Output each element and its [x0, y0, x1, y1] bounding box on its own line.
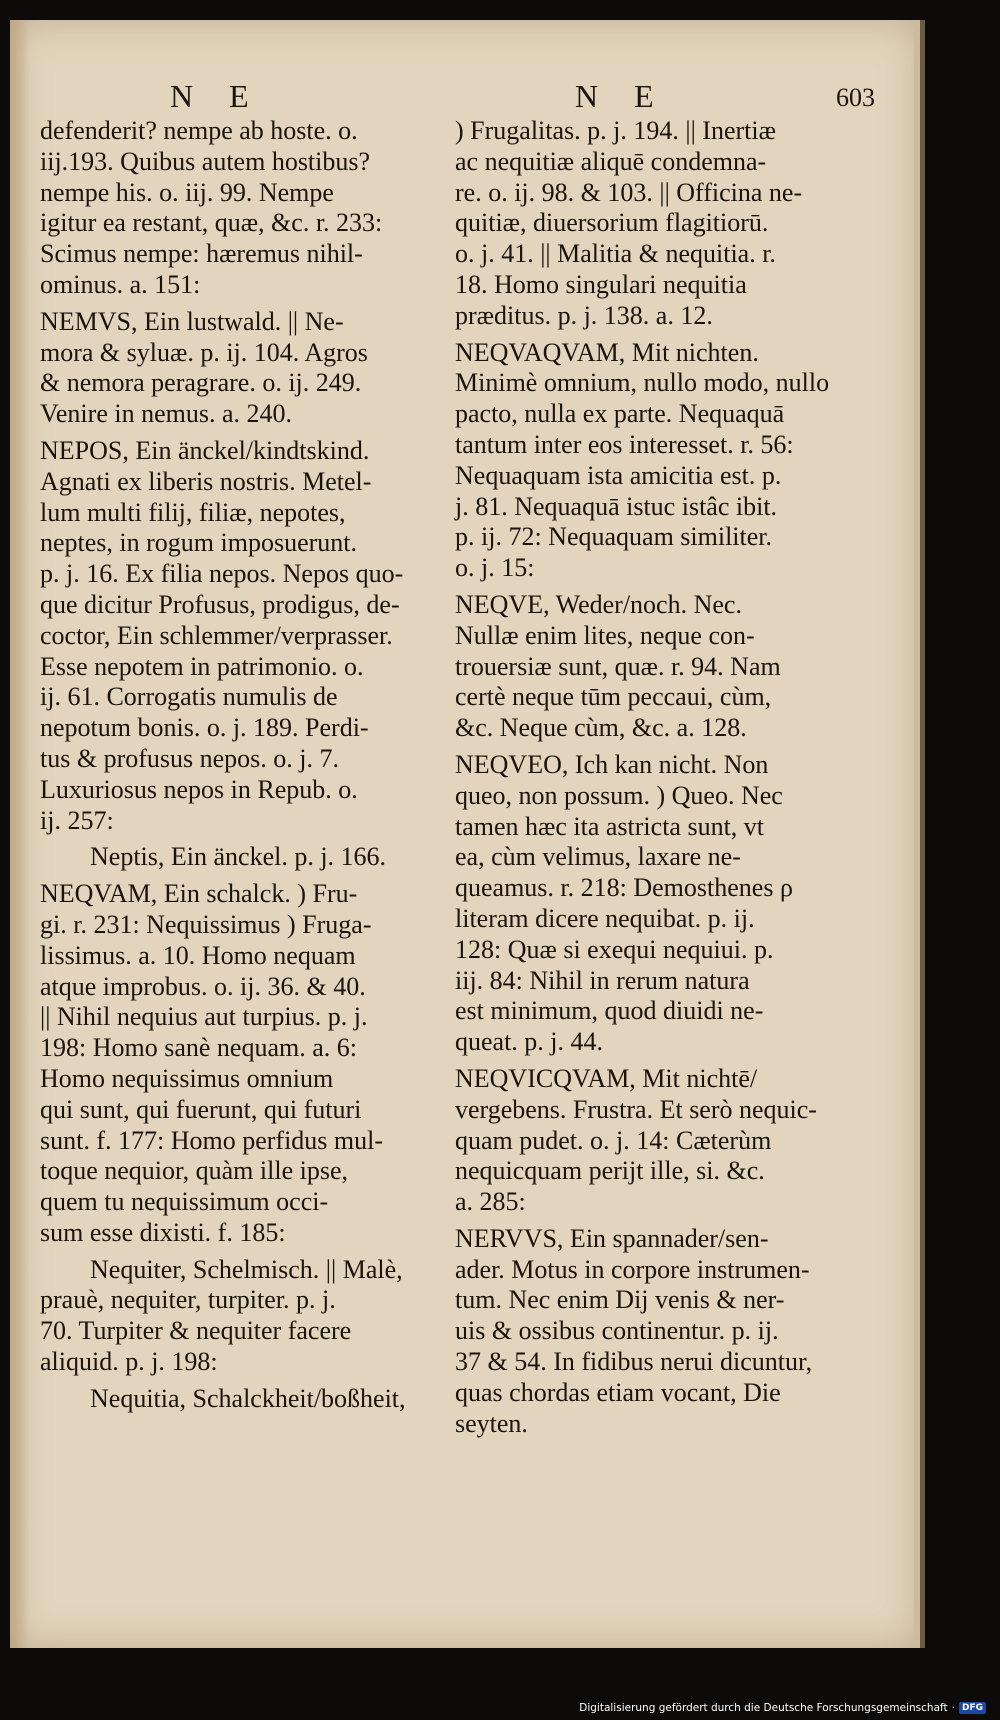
text-line: tus & profusus nepos. o. j. 7.	[40, 743, 339, 773]
text-line: NEPOS, Ein änckel/kindtskind.	[40, 435, 370, 465]
text-line: 37 & 54. In fidibus nerui dicuntur,	[455, 1347, 813, 1377]
right-column-text	[455, 116, 875, 1439]
text-line: seyten.	[455, 1408, 528, 1438]
text-line: ader. Motus in corpore instrumen-	[455, 1254, 810, 1284]
text-line: Nequaquam ista amicitia est. p.	[455, 460, 782, 490]
text-line: Venire in nemus. a. 240.	[40, 399, 293, 429]
text-line: toque nequior, quàm ille ipse,	[40, 1156, 349, 1186]
text-line: NEQVICQVAM, Mit nichtē/	[455, 1063, 758, 1093]
text-line: 18. Homo singulari nequitia	[455, 269, 747, 299]
text-line: literam dicere nequibat. p. ij.	[455, 903, 755, 933]
text-line: NEQVEO, Ich kan nicht. Non	[455, 749, 769, 779]
text-line: lissimus. a. 10. Homo nequam	[40, 940, 356, 970]
text-line: 70. Turpiter & nequiter facere	[40, 1316, 352, 1346]
text-line: Nullæ enim lites, neque con-	[455, 620, 755, 650]
text-line: NERVVS, Ein spannader/sen-	[455, 1223, 769, 1253]
dfg-logo: DFG	[959, 1702, 986, 1714]
text-line: 198: Homo sanè nequam. a. 6:	[40, 1033, 357, 1063]
text-line: quitiæ, diuersorium flagitiorū.	[455, 208, 769, 238]
text-line: coctor, Ein schlemmer/verprasser.	[40, 620, 393, 650]
text-line: qui sunt, qui fuerunt, qui futuri	[40, 1094, 362, 1124]
text-line: uis & ossibus continentur. p. ij.	[455, 1316, 779, 1346]
text-line: quas chordas etiam vocant, Die	[455, 1377, 781, 1407]
text-line: iij. 84: Nihil in rerum natura	[455, 965, 750, 995]
text-line: ij. 61. Corrogatis numulis de	[40, 682, 338, 712]
text-line: o. j. 15:	[455, 553, 535, 583]
text-line: p. ij. 72: Nequaquam similiter.	[455, 522, 773, 552]
page-number: 603	[836, 83, 875, 112]
book-page	[10, 20, 925, 1648]
text-line: lum multi filij, filiæ, nepotes,	[40, 497, 346, 527]
text-line: || Nihil nequius aut turpius. p. j.	[40, 1002, 368, 1032]
text-line: Nequitia, Schalckheit/boßheit,	[90, 1383, 406, 1413]
text-line: est minimum, quod diuidi ne-	[455, 996, 764, 1026]
text-line: vergebens. Frustra. Et serò nequic-	[455, 1094, 817, 1124]
text-line: aliquid. p. j. 198:	[40, 1347, 218, 1377]
text-line: NEQVAM, Ein schalck. ) Fru-	[40, 879, 358, 909]
text-line: NEQVAQVAM, Mit nichten.	[455, 337, 759, 367]
text-line: ominus. a. 151:	[40, 269, 201, 299]
text-line: neptes, in rogum imposuerunt.	[40, 528, 358, 558]
text-line: igitur ea restant, quæ, &c. r. 233:	[40, 208, 383, 238]
text-line: trouersiæ sunt, quæ. r. 94. Nam	[455, 651, 781, 681]
text-line: p. j. 16. Ex filia nepos. Nepos quo-	[40, 559, 404, 589]
text-line: sunt. f. 177: Homo perfidus mul-	[40, 1125, 384, 1155]
right-header-letters: N E	[575, 78, 668, 114]
left-column-text	[40, 116, 460, 1415]
text-line: Esse nepotem in patrimonio. o.	[40, 651, 364, 681]
text-line: ) Frugalitas. p. j. 194. || Inertiæ	[455, 116, 776, 145]
left-column	[40, 78, 460, 1415]
text-line: gi. r. 231: Nequissimus ) Fruga-	[40, 909, 372, 939]
text-line: quem tu nequissimum occi-	[40, 1187, 329, 1217]
text-line: Neptis, Ein änckel. p. j. 166.	[90, 842, 387, 872]
text-line: præditus. p. j. 138. a. 12.	[455, 300, 713, 330]
page-spine-shadow	[10, 20, 30, 1648]
text-line: Minimè omnium, nullo modo, nullo	[455, 368, 830, 398]
digitization-footer: Digitalisierung gefördert durch die Deutsche Forschungsgemeinschaft · DFG	[579, 1702, 986, 1714]
text-line: re. o. ij. 98. & 103. || Officina ne-	[455, 177, 803, 207]
text-line: atque improbus. o. ij. 36. & 40.	[40, 971, 366, 1001]
text-line: Luxuriosus nepos in Repub. o.	[40, 774, 358, 804]
footer-credit-text: Digitalisierung gefördert durch die Deutsche Forschungsgemeinschaft	[579, 1702, 948, 1714]
text-line: ij. 257:	[40, 805, 114, 835]
text-line: ac nequitiæ aliquē condemna-	[455, 146, 767, 176]
left-header-letters: N E	[170, 78, 263, 114]
text-line: nempe his. o. iij. 99. Nempe	[40, 177, 334, 207]
text-line: pacto, nulla ex parte. Nequaquā	[455, 399, 785, 429]
text-line: tantum inter eos interesset. r. 56:	[455, 429, 794, 459]
text-line: que dicitur Profusus, prodigus, de-	[40, 589, 400, 619]
text-line: tamen hæc ita astricta sunt, vt	[455, 811, 765, 841]
left-running-header	[40, 78, 460, 114]
text-line: queat. p. j. 44.	[455, 1027, 604, 1057]
text-line: a. 285:	[455, 1187, 526, 1217]
text-line: NEQVE, Weder/noch. Nec.	[455, 589, 742, 619]
right-column	[455, 78, 875, 1439]
text-line: queo, non possum. ) Queo. Nec	[455, 780, 783, 810]
text-line: &c. Neque cùm, &c. a. 128.	[455, 713, 747, 743]
text-line: & nemora peragrare. o. ij. 249.	[40, 368, 362, 398]
text-line: defenderit? nempe ab hoste. o.	[40, 116, 358, 145]
text-line: 128: Quæ si exequi nequiui. p.	[455, 934, 774, 964]
text-line: prauè, nequiter, turpiter. p. j.	[40, 1285, 336, 1315]
text-line: ea, cùm velimus, laxare ne-	[455, 842, 741, 872]
text-line: j. 81. Nequaquā istuc istâc ibit.	[455, 491, 778, 521]
text-line: tum. Nec enim Dij venis & ner-	[455, 1285, 785, 1315]
text-line: mora & syluæ. p. ij. 104. Agros	[40, 337, 368, 367]
text-line: sum esse dixisti. f. 185:	[40, 1217, 286, 1247]
text-line: nequicquam perijt ille, si. &c.	[455, 1156, 765, 1186]
text-line: NEMVS, Ein lustwald. || Ne-	[40, 306, 344, 336]
text-line: queamus. r. 218: Demosthenes ρ	[455, 873, 793, 903]
text-line: Homo nequissimus omnium	[40, 1063, 334, 1093]
text-line: Agnati ex liberis nostris. Metel-	[40, 466, 372, 496]
right-running-header	[455, 78, 875, 114]
text-line: iij.193. Quibus autem hostibus?	[40, 146, 371, 176]
text-line: certè neque tūm peccaui, cùm,	[455, 682, 772, 712]
text-line: quam pudet. o. j. 14: Cæterùm	[455, 1125, 772, 1155]
text-line: Scimus nempe: hæremus nihil-	[40, 239, 363, 269]
text-line: nepotum bonis. o. j. 189. Perdi-	[40, 713, 369, 743]
text-line: Nequiter, Schelmisch. || Malè,	[90, 1254, 403, 1284]
text-line: o. j. 41. || Malitia & nequitia. r.	[455, 239, 776, 269]
page-edge	[914, 20, 920, 1648]
